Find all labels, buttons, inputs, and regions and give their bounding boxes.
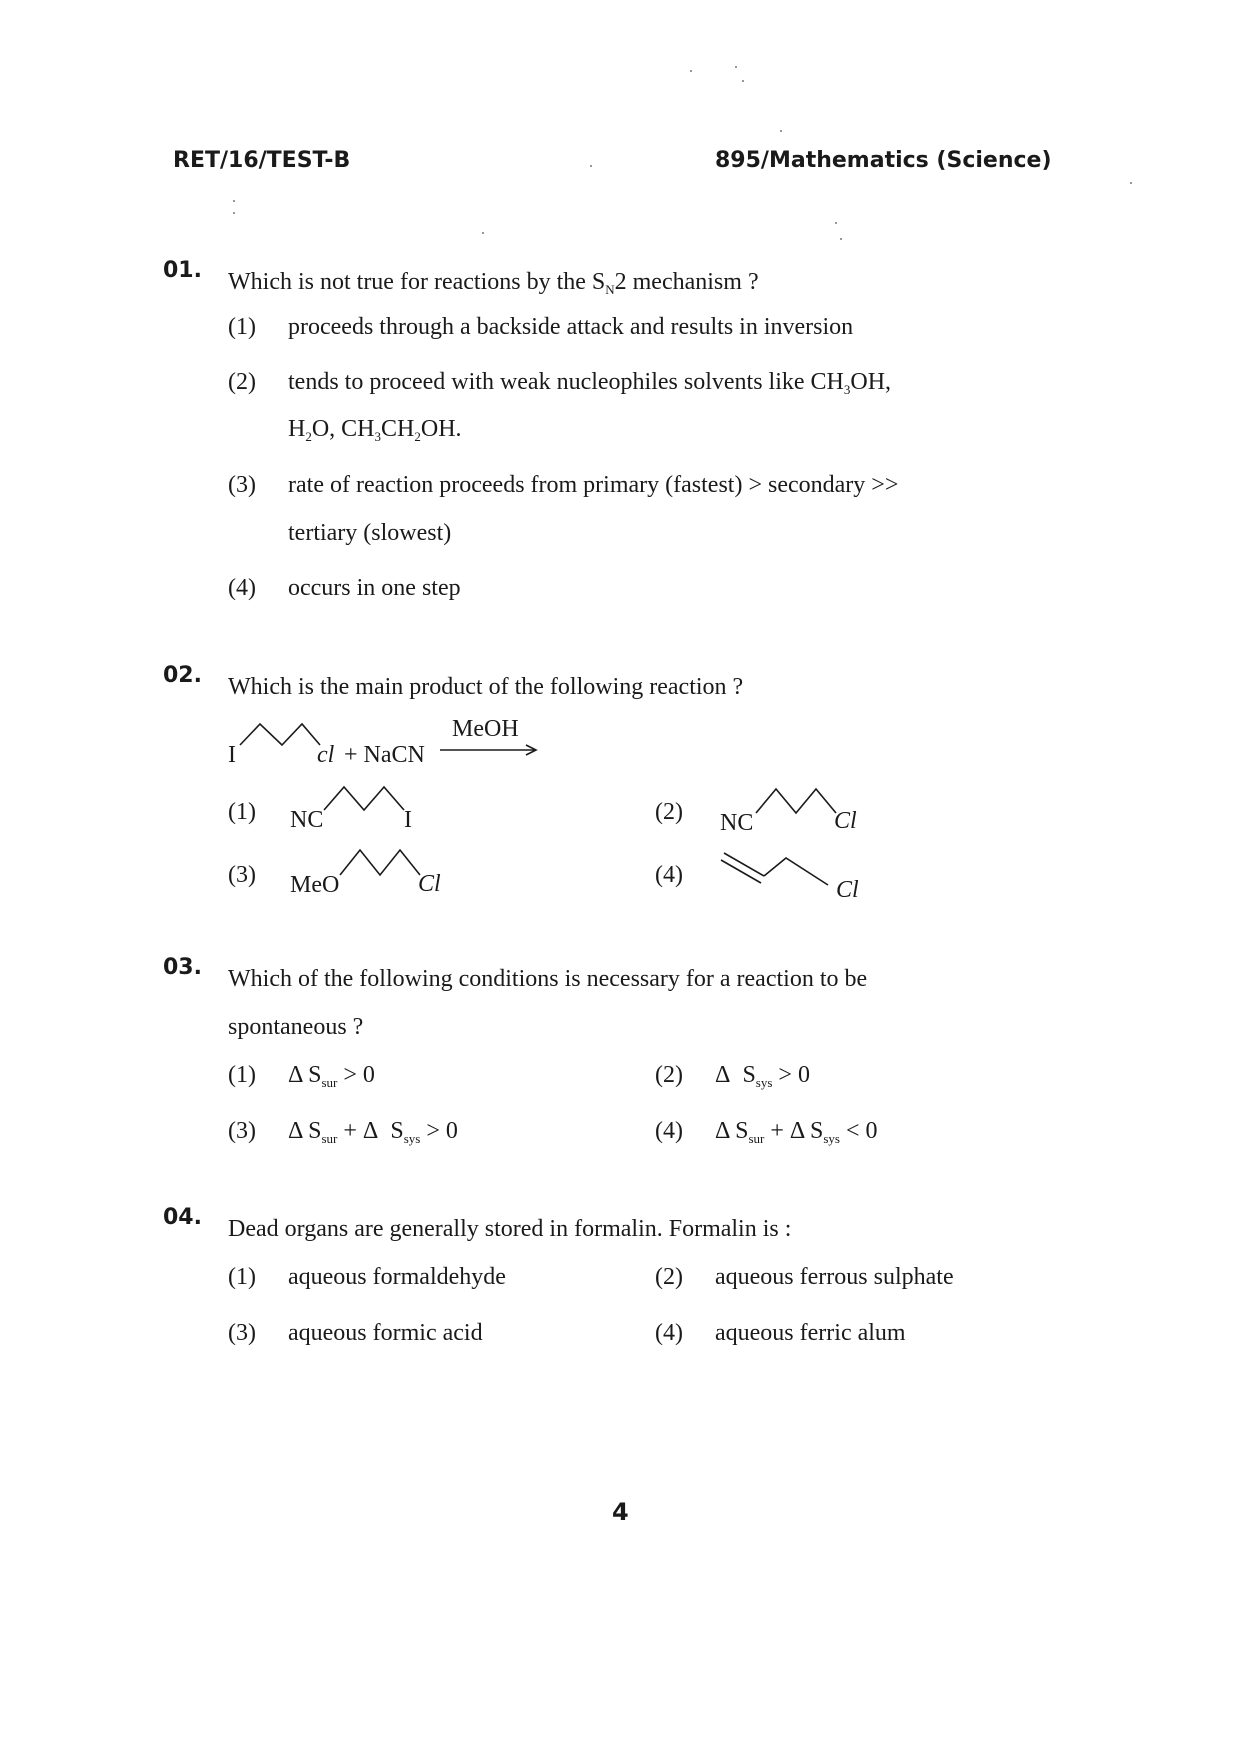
option-2-4-number [655, 862, 683, 889]
structure-left-group: NC [290, 807, 324, 833]
option-text: OH, [850, 369, 892, 395]
inequality: > 0 [426, 1118, 458, 1144]
structure-chain [756, 789, 836, 813]
scan-speck [233, 212, 235, 214]
subscript: 3 [374, 429, 382, 444]
option-text: aqueous formaldehyde [288, 1264, 506, 1290]
option-text: aqueous ferric alum [715, 1320, 906, 1346]
structure-chain [324, 787, 404, 810]
structure-left-group: NC [720, 810, 754, 836]
subscript: sys [823, 1131, 840, 1146]
option-number: (4) [655, 1320, 683, 1346]
question-number: 01. [163, 258, 202, 283]
question-number: 04. [163, 1205, 202, 1230]
option-number: (3) [228, 472, 256, 498]
option-text: rate of reaction proceeds from primary (fastest) > secondary >> [288, 472, 899, 498]
subscript: sys [403, 1131, 421, 1146]
structure-left-group: MeO [290, 872, 340, 898]
option-2-2-number [655, 799, 683, 826]
delta-symbol: Δ [715, 1062, 731, 1088]
option-1-4 [228, 575, 461, 602]
subscript: 2 [305, 429, 312, 444]
option-2-1-number [228, 799, 256, 826]
question-text [228, 258, 1093, 314]
scan-speck [840, 238, 842, 240]
scan-speck [1130, 182, 1132, 184]
question-text-part: 2 mechanism ? [614, 269, 759, 295]
option-number: (3) [228, 1118, 256, 1144]
scan-speck [233, 200, 235, 202]
inequality: > 0 [778, 1062, 810, 1088]
option-text: H [288, 416, 306, 442]
reactant-left-atom: I [228, 742, 236, 768]
option-number: (1) [228, 314, 256, 340]
option-2-4-structure [720, 850, 880, 903]
delta-symbol: Δ [288, 1118, 303, 1144]
subscript: 3 [843, 382, 851, 397]
inequality: < 0 [846, 1118, 878, 1144]
entropy-symbol: S [735, 1118, 749, 1144]
option-text: aqueous ferrous sulphate [715, 1264, 954, 1290]
option-4-3 [228, 1320, 483, 1347]
option-1-2 [228, 369, 891, 398]
inequality: > 0 [343, 1062, 375, 1088]
option-4-1 [228, 1264, 506, 1291]
scan-speck [835, 222, 837, 224]
subscript: sys [755, 1075, 773, 1090]
scan-speck [482, 232, 484, 234]
header-left: RET/16/TEST-B [173, 148, 351, 173]
subscript: N [605, 282, 615, 297]
subscript: sur [321, 1075, 338, 1090]
option-number: (1) [228, 799, 256, 825]
option-number: (3) [228, 1320, 256, 1346]
structure-right-group: Cl [418, 871, 441, 897]
question-text-line: Which of the following conditions is necessary for a reaction to be [228, 966, 868, 992]
plus-sign: + [770, 1118, 784, 1144]
scan-speck [690, 70, 692, 72]
subscript: 2 [414, 429, 421, 444]
option-number: (2) [655, 1264, 683, 1290]
option-text: tends to proceed with weak nucleophiles solvents like CH [288, 369, 844, 395]
delta-symbol: Δ [715, 1118, 730, 1144]
option-2-3-structure [288, 835, 468, 897]
option-1-3 [228, 472, 898, 499]
option-4-4 [655, 1320, 906, 1347]
option-number: (1) [228, 1264, 256, 1290]
structure-right-group: Cl [834, 808, 857, 834]
option-text: aqueous formic acid [288, 1320, 483, 1346]
structure-chain [764, 858, 828, 885]
plus-sign: + [343, 1118, 357, 1144]
header-right: 895/Mathematics (Science) [715, 148, 1052, 173]
option-2-2-structure [718, 775, 878, 835]
structure-chain [340, 850, 420, 875]
entropy-symbol: S [810, 1118, 824, 1144]
question-text-line: spontaneous ? [228, 1014, 364, 1040]
option-text: proceeds through a backside attack and results in inversion [288, 314, 854, 340]
option-number: (2) [655, 1062, 683, 1088]
question-number: 03. [163, 955, 202, 980]
reaction-scheme [220, 712, 560, 772]
scan-speck [780, 130, 782, 132]
subscript: sur [321, 1131, 338, 1146]
entropy-symbol: S [308, 1062, 322, 1088]
option-3-1 [228, 1062, 375, 1091]
option-1-2-line2 [288, 416, 462, 445]
subscript: sur [748, 1131, 765, 1146]
question-number: 02. [163, 663, 202, 688]
option-2-3-number [228, 862, 256, 889]
page-number: 4 [612, 1498, 629, 1526]
option-number: (2) [228, 369, 256, 395]
reaction-condition: MeOH [452, 716, 519, 742]
scan-speck [590, 165, 592, 167]
option-number: (4) [228, 575, 256, 601]
option-number: (3) [228, 862, 256, 888]
option-1-3-line2 [288, 520, 451, 547]
scan-speck [742, 80, 744, 82]
delta-symbol: Δ [789, 1118, 805, 1144]
option-2-1-structure [288, 775, 448, 835]
question-text-part: Which is not true for reactions by the S [228, 269, 606, 295]
option-text: OH. [420, 416, 462, 442]
option-number: (4) [655, 1118, 683, 1144]
option-number: (2) [655, 799, 683, 825]
entropy-symbol: S [742, 1062, 756, 1088]
question-text [228, 955, 1093, 1051]
entropy-symbol: S [308, 1118, 322, 1144]
scan-speck [735, 66, 737, 68]
option-1-1 [228, 314, 853, 341]
option-3-3 [228, 1118, 458, 1147]
option-text: CH [381, 416, 415, 442]
option-4-2 [655, 1264, 954, 1291]
reactant-chain [240, 724, 320, 745]
structure-right-group: I [404, 807, 412, 833]
entropy-symbol: S [390, 1118, 404, 1144]
option-3-4 [655, 1118, 878, 1147]
delta-symbol: Δ [288, 1062, 303, 1088]
option-text: O, CH [311, 416, 375, 442]
question-text: Which is the main product of the following reaction ? [228, 674, 744, 700]
option-text: tertiary (slowest) [288, 520, 452, 546]
reagent: + NaCN [344, 742, 425, 768]
option-text: occurs in one step [288, 575, 461, 601]
question-text: Dead organs are generally stored in formalin. Formalin is : [228, 1216, 792, 1242]
option-number: (1) [228, 1062, 256, 1088]
option-3-2 [655, 1062, 810, 1091]
delta-symbol: Δ [362, 1118, 379, 1144]
option-number: (4) [655, 862, 683, 888]
structure-right-group: Cl [836, 877, 859, 903]
reactant-right-atom: cl [317, 742, 335, 768]
